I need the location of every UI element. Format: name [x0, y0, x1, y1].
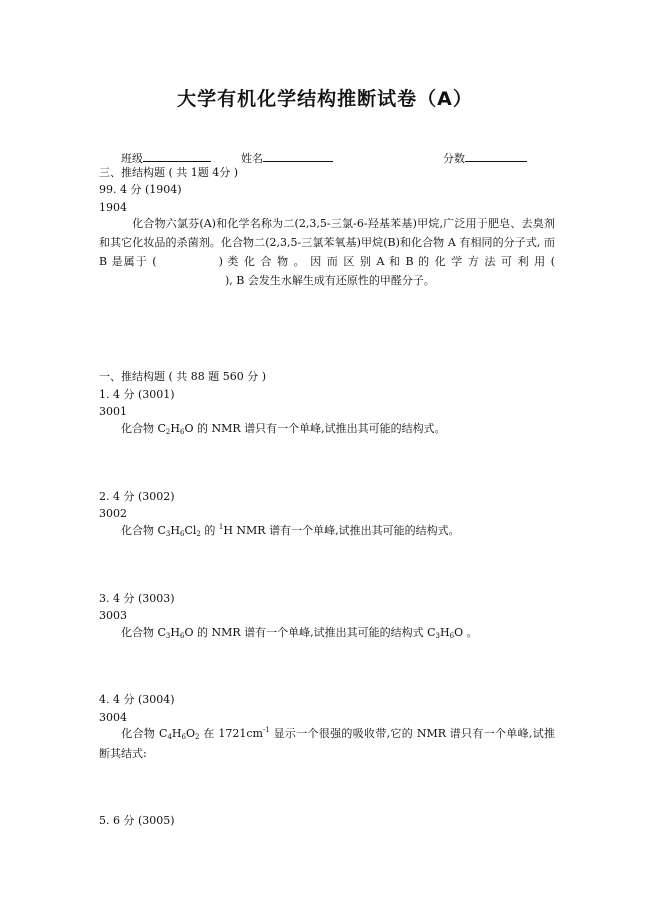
q99-text-part1: 化合物六氯芬(A)和化学名称为二(2,3,5-三氯-6-羟基苯基)甲烷,广泛用于肥皂、去臭剂和其它化妆品的杀菌剂。化合物二(2,3,5-三氯苯氧基)甲烷(B)和化合物 A 有相同的分子式, 而 B 是属于 ( [99, 217, 555, 268]
name-blank[interactable] [263, 150, 333, 162]
score-label: 分数 [443, 152, 465, 165]
page-title: 大学有机化学结构推断试卷（A） [177, 88, 473, 110]
q1-text: 化合物 $C_2H_6O$ 的 NMR 谱只有一个单峰,试推出其可能的结构式。 [121, 422, 446, 436]
q3-meta: 3. 4 分 (3003) [99, 592, 175, 605]
score-field [443, 150, 527, 166]
q1-meta: 1. 4 分 (3001) [99, 388, 175, 401]
q99-code: 1904 [99, 201, 127, 214]
q3-text: 化合物 $C_3H_6O$ 的 NMR 谱有一个单峰,试推出其可能的结构式 $C_3H_6O$ 。 [121, 626, 478, 640]
section3-heading: 三、推结构题 ( 共 1题 4分 ) [99, 166, 239, 179]
q2-meta: 2. 4 分 (3002) [99, 490, 175, 503]
q99-meta: 99. 4 分 (1904) [99, 183, 182, 196]
q99-text [99, 214, 555, 290]
name-label: 姓名 [241, 152, 263, 165]
section1-heading: 一、推结构题 ( 共 88 题 560 分 ) [99, 370, 267, 383]
class-label: 班级 [121, 152, 143, 165]
q3-code: 3003 [99, 609, 127, 622]
q4-meta: 4. 4 分 (3004) [99, 693, 175, 706]
q99-text-part3: ), B 会发生水解生成有还原性的甲醛分子。 [225, 274, 435, 287]
q2-text: 化合物 $C_3H_6Cl_2$ 的 $^1$H NMR 谱有一个单峰,试推出其可能的结构式。 [121, 523, 460, 538]
class-field [121, 150, 211, 166]
class-blank[interactable] [143, 150, 211, 162]
q5-meta: 5. 6 分 (3005) [99, 814, 175, 827]
q4-code: 3004 [99, 711, 127, 724]
score-blank[interactable] [465, 150, 527, 162]
q2-code: 3002 [99, 507, 127, 520]
q1-code: 3001 [99, 405, 127, 418]
q4-text: 化合物 $C_4H_6O_2$ 在 $1721cm^{-1}$ 显示一个很强的吸收带,它的 NMR 谱只有一个单峰,试推断其结式: [99, 726, 556, 760]
name-field [241, 150, 333, 166]
q99-text-part2: ) 类 化 合 物 。 因 而 区 别 A 和 B 的 化 学 方 法 可 利 用 ( [218, 255, 555, 268]
